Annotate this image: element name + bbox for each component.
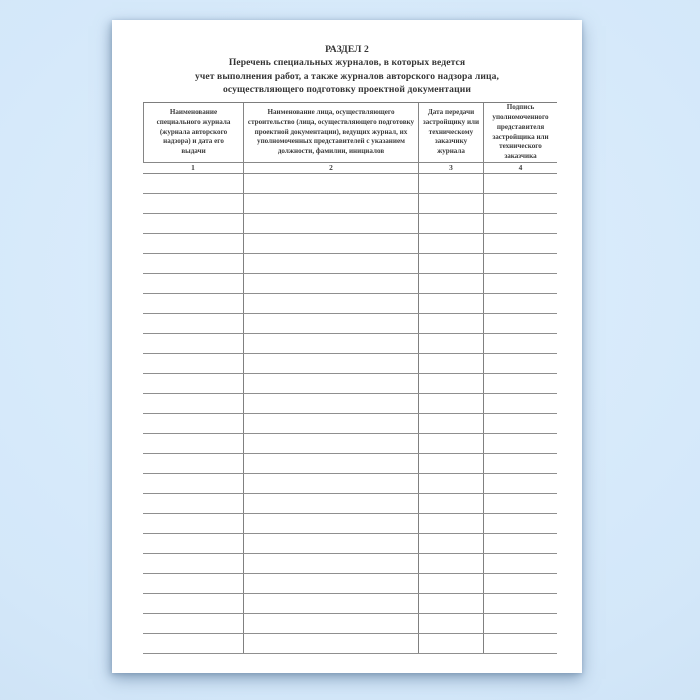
table-cell — [483, 374, 557, 393]
table-row — [143, 234, 557, 254]
table-cell — [418, 174, 483, 193]
table-cell — [483, 534, 557, 553]
section-title-line-3: учет выполнения работ, а также журналов авторского надзора лица, — [194, 70, 500, 82]
table-cell — [243, 454, 418, 473]
table-cell — [418, 414, 483, 433]
table-cell — [243, 234, 418, 253]
table-cell — [243, 574, 418, 593]
table-cell — [483, 334, 557, 353]
table-cell — [243, 174, 418, 193]
table-cell — [243, 394, 418, 413]
table-cell — [243, 434, 418, 453]
table-cell — [143, 214, 243, 233]
table-cell — [418, 474, 483, 493]
table-cell — [418, 314, 483, 333]
table-cell — [483, 454, 557, 473]
table-row — [143, 614, 557, 634]
table-cell — [143, 594, 243, 613]
table-cell — [143, 374, 243, 393]
table-cell — [243, 594, 418, 613]
table-row — [143, 434, 557, 454]
table-cell — [143, 314, 243, 333]
table-cell — [243, 294, 418, 313]
table-row — [143, 194, 557, 214]
table-cell — [483, 494, 557, 513]
table-cell — [483, 474, 557, 493]
table-cell — [243, 214, 418, 233]
table-cell — [418, 554, 483, 573]
table-cell — [418, 374, 483, 393]
table-cell — [418, 534, 483, 553]
table-cell — [483, 194, 557, 213]
table-row — [143, 374, 557, 394]
table-row — [143, 294, 557, 314]
table-row — [143, 334, 557, 354]
table-cell — [143, 174, 243, 193]
table-cell — [143, 274, 243, 293]
table-cell — [143, 294, 243, 313]
table-cell — [143, 514, 243, 533]
table-cell — [243, 614, 418, 633]
table-cell — [418, 274, 483, 293]
table-cell — [143, 474, 243, 493]
table-cell — [418, 234, 483, 253]
table-row — [143, 314, 557, 334]
table-row — [143, 254, 557, 274]
column-header-journal-name: Наименование специального журнала (журнала авторского надзора) и дата его выдачи — [143, 103, 243, 162]
table-cell — [418, 254, 483, 273]
table-row — [143, 214, 557, 234]
table-cell — [143, 334, 243, 353]
table-cell — [243, 414, 418, 433]
column-number: 1 — [191, 163, 195, 172]
column-header-signature: Подпись уполномоченного представителя застройщика или технического заказчика — [483, 103, 557, 162]
table-cell — [418, 194, 483, 213]
table-cell — [483, 434, 557, 453]
table-row — [143, 454, 557, 474]
table-cell — [418, 434, 483, 453]
table-row — [143, 414, 557, 434]
table-row — [143, 274, 557, 294]
table-row — [143, 634, 557, 654]
table-cell — [143, 494, 243, 513]
table-cell — [483, 554, 557, 573]
table-cell — [483, 634, 557, 653]
table-cell — [243, 494, 418, 513]
table-row — [143, 174, 557, 194]
table-body — [143, 174, 557, 654]
table-cell — [483, 574, 557, 593]
table-cell — [483, 614, 557, 633]
table-cell — [418, 574, 483, 593]
table-cell — [418, 614, 483, 633]
table-cell — [243, 314, 418, 333]
table-cell — [483, 214, 557, 233]
table-cell — [418, 514, 483, 533]
table-cell — [143, 354, 243, 373]
table-cell — [143, 454, 243, 473]
table-cell — [143, 254, 243, 273]
section-title-line-4: осуществляющего подготовку проектной документации — [223, 84, 471, 96]
table-row — [143, 554, 557, 574]
table-cell — [483, 234, 557, 253]
table-cell — [483, 294, 557, 313]
table-row — [143, 474, 557, 494]
table-cell — [483, 274, 557, 293]
table-cell — [243, 334, 418, 353]
table-cell — [243, 274, 418, 293]
column-header-person-name: Наименование лица, осуществляющего строительство (лица, осуществляющего подготовку проектной документации), ведущих журнал, их уполномоченных представителей с указанием должности, фамилии, инициалов — [243, 103, 418, 162]
table-row — [143, 594, 557, 614]
table-cell — [143, 574, 243, 593]
table-cell — [143, 534, 243, 553]
table-row — [143, 494, 557, 514]
table-cell — [143, 634, 243, 653]
table-cell — [483, 314, 557, 333]
table-cell — [143, 614, 243, 633]
table-cell — [483, 254, 557, 273]
table-cell — [418, 294, 483, 313]
table-cell — [418, 334, 483, 353]
section-title-line-2: Перечень специальных журналов, в которых ведется — [228, 57, 466, 69]
table-cell — [143, 434, 243, 453]
table-cell — [143, 414, 243, 433]
special-journals-table — [143, 102, 557, 654]
table-cell — [243, 354, 418, 373]
table-cell — [418, 634, 483, 653]
table-cell — [483, 594, 557, 613]
section-title-line-1: РАЗДЕЛ 2 — [325, 44, 369, 55]
column-number: 4 — [483, 163, 557, 173]
table-cell — [483, 514, 557, 533]
column-number-row — [143, 163, 557, 174]
table-cell — [243, 534, 418, 553]
table-row — [143, 354, 557, 374]
table-cell — [418, 454, 483, 473]
table-cell — [143, 234, 243, 253]
table-row — [143, 394, 557, 414]
document-page — [112, 20, 582, 673]
table-row — [143, 574, 557, 594]
table-cell — [143, 394, 243, 413]
table-cell — [243, 254, 418, 273]
table-cell — [143, 554, 243, 573]
column-number: 3 — [418, 163, 483, 173]
table-cell — [483, 394, 557, 413]
section-title — [122, 43, 572, 97]
table-cell — [483, 414, 557, 433]
table-cell — [418, 594, 483, 613]
table-cell — [243, 634, 418, 653]
table-cell — [243, 514, 418, 533]
table-cell — [418, 354, 483, 373]
table-cell — [418, 494, 483, 513]
table-cell — [143, 194, 243, 213]
table-cell — [243, 194, 418, 213]
table-cell — [243, 374, 418, 393]
table-row — [143, 534, 557, 554]
table-cell — [243, 554, 418, 573]
table-cell — [418, 394, 483, 413]
table-cell — [418, 214, 483, 233]
table-row — [143, 514, 557, 534]
table-cell — [243, 474, 418, 493]
column-header-transfer-date: Дата передачи застройщику или техническому заказчику журнала — [418, 103, 483, 162]
table-cell — [483, 174, 557, 193]
table-cell — [483, 354, 557, 373]
table-header-row — [143, 103, 557, 163]
column-number: 2 — [243, 163, 418, 173]
